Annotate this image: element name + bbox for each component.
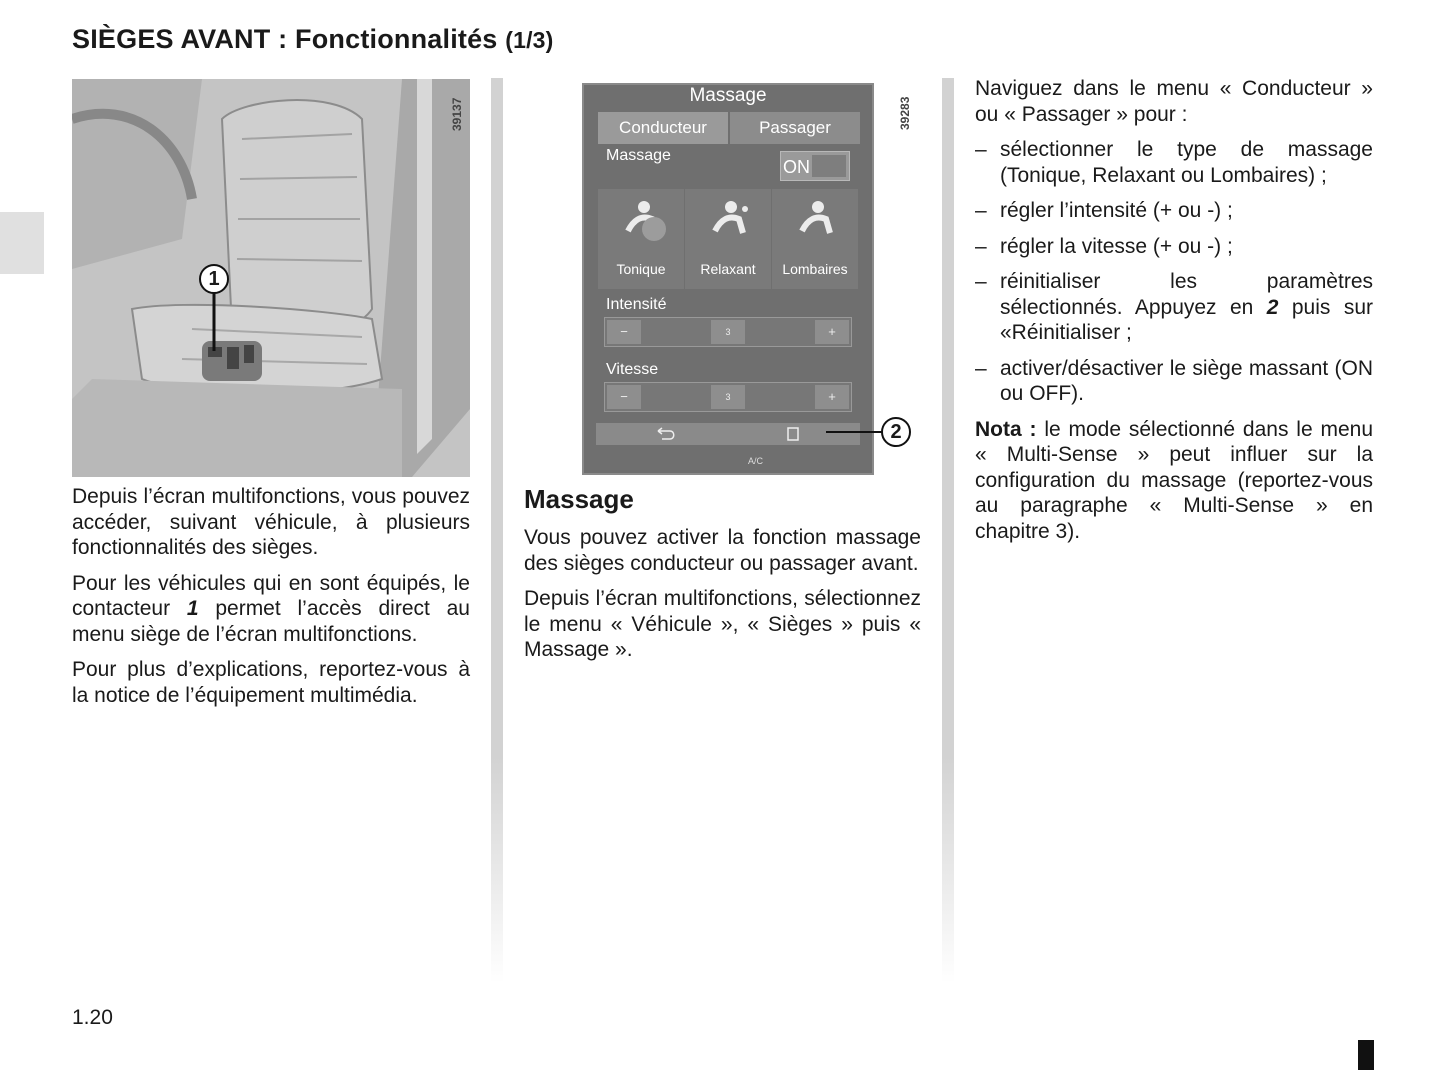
paragraph: Vous pouvez activer la fonction massage des sièges conducteur ou passager avant. bbox=[524, 526, 921, 575]
nota-text: le mode sélectionné dans le menu « Multi-Sense » peut influer sur la configuration du massage (reportez-vous au paragraphe « Multi-Sense » en chapitre 3). bbox=[975, 417, 1373, 543]
minus-button[interactable]: − bbox=[607, 320, 641, 344]
speed-slider[interactable] bbox=[604, 382, 852, 412]
page-title-part: (1/3) bbox=[505, 27, 554, 53]
tab-passager[interactable]: Passager bbox=[730, 112, 860, 144]
page-title bbox=[72, 24, 554, 55]
text-run: Pour les véhicules qui en sont équipés, le contacteur bbox=[72, 571, 470, 620]
nota-label: Nota : bbox=[975, 417, 1037, 441]
figure-code: 39283 bbox=[898, 96, 912, 130]
column-3 bbox=[975, 76, 1373, 554]
mode-label: Relaxant bbox=[700, 261, 756, 277]
bottom-icons bbox=[596, 423, 860, 445]
massage-person-icon bbox=[598, 189, 684, 249]
column-2 bbox=[524, 484, 921, 673]
speed-value: 3 bbox=[711, 385, 745, 409]
reference-2: 2 bbox=[1266, 295, 1279, 319]
mode-label: Tonique bbox=[616, 261, 666, 277]
reference-1: 1 bbox=[186, 597, 199, 620]
bottom-bar bbox=[596, 423, 860, 445]
text-run: permet l’accès direct au menu siège de l’écran multifonctions. bbox=[72, 597, 470, 646]
list-item: – sélectionner le type de massage (Tonique, Relaxant ou Lombaires) ; bbox=[975, 137, 1373, 188]
column-separator bbox=[491, 78, 503, 983]
instruction-list bbox=[975, 137, 1373, 407]
document-icon bbox=[788, 428, 798, 440]
paragraph: Pour plus d’explications, reportez-vous à la notice de l’équipement multimédia. bbox=[72, 658, 470, 707]
massage-person-icon bbox=[772, 189, 858, 249]
paragraph: Depuis l’écran multifonctions, sélectionnez le menu « Véhicule », « Sièges » puis « Massage ». bbox=[524, 587, 921, 661]
minus-button[interactable]: − bbox=[607, 385, 641, 409]
mode-label: Lombaires bbox=[782, 261, 848, 277]
plus-button[interactable]: + bbox=[815, 320, 849, 344]
intensity-label: Intensité bbox=[606, 296, 667, 313]
massage-label: Massage bbox=[606, 147, 671, 164]
seat-illustration bbox=[72, 79, 470, 477]
callout-2: 2 bbox=[881, 417, 911, 447]
text-run: réinitialiser les paramètres sélectionnés. Appuyez en bbox=[1000, 270, 1373, 319]
mode-lombaires[interactable] bbox=[772, 189, 858, 289]
footer-ac: A/C bbox=[748, 456, 764, 466]
paragraph bbox=[72, 571, 470, 648]
intensity-value: 3 bbox=[711, 320, 745, 344]
seat-drawing bbox=[72, 79, 470, 477]
list-item bbox=[975, 269, 1373, 346]
chapter-tab bbox=[0, 212, 44, 274]
corner-mark bbox=[1358, 1040, 1374, 1070]
massage-toggle[interactable] bbox=[780, 151, 850, 181]
column-separator bbox=[942, 78, 954, 983]
paragraph: Depuis l’écran multifonctions, vous pouvez accéder, suivant véhicule, à plusieurs fonctionnalités des sièges. bbox=[72, 485, 470, 559]
massage-screen-illustration bbox=[582, 83, 874, 475]
text-run: puis sur «Réinitialiser ; bbox=[1000, 295, 1373, 344]
massage-person-icon bbox=[685, 189, 771, 249]
toggle-label: ON bbox=[783, 157, 810, 177]
callout-1: 1 bbox=[199, 264, 229, 294]
screen-title: Massage bbox=[689, 85, 767, 106]
mode-relaxant[interactable] bbox=[685, 189, 771, 289]
list-item: – régler l’intensité (+ ou -) ; bbox=[975, 198, 1373, 224]
mode-tonique[interactable] bbox=[598, 189, 684, 289]
toggle-knob bbox=[812, 155, 846, 177]
plus-button[interactable]: + bbox=[815, 385, 849, 409]
paragraph: Naviguez dans le menu « Conducteur » ou « Passager » pour : bbox=[975, 77, 1373, 126]
list-item: – activer/désactiver le siège massant (ON ou OFF). bbox=[975, 356, 1373, 407]
back-icon bbox=[658, 428, 674, 439]
callout-2-leader bbox=[826, 430, 886, 434]
page-title-text: SIÈGES AVANT : Fonctionnalités bbox=[72, 24, 498, 54]
nota-paragraph bbox=[975, 417, 1373, 545]
section-heading: Massage bbox=[524, 484, 634, 514]
list-item: – régler la vitesse (+ ou -) ; bbox=[975, 234, 1373, 260]
intensity-slider[interactable] bbox=[604, 317, 852, 347]
tab-conducteur[interactable]: Conducteur bbox=[598, 112, 728, 144]
figure-code: 39137 bbox=[450, 97, 464, 131]
column-1 bbox=[72, 484, 470, 718]
page-number: 1.20 bbox=[72, 1006, 113, 1029]
speed-label: Vitesse bbox=[606, 361, 659, 378]
